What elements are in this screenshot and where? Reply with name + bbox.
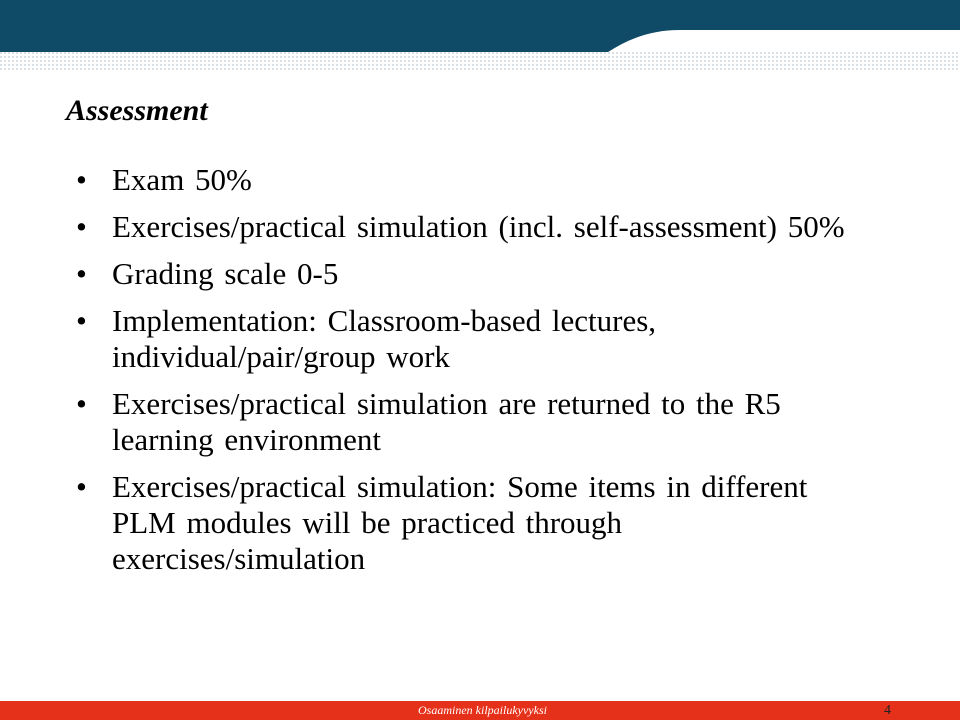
bullet-list (72, 162, 872, 588)
bullet-text: Exercises/practical simulation: Some items in different PLM modules will be practiced through exercises/simulation (112, 469, 808, 576)
bullet-text: Exam 50% (112, 162, 252, 197)
header-band (0, 0, 960, 72)
bullet-item (72, 209, 872, 245)
bullet-item (72, 303, 872, 375)
header-dot-texture (0, 52, 960, 72)
bullet-item (72, 469, 872, 577)
slide-title: Assessment (66, 94, 208, 127)
bullet-dot-icon: • (76, 162, 87, 197)
bullet-dot-icon: • (76, 303, 87, 338)
header-blue-band (0, 0, 960, 52)
bullet-item (72, 162, 872, 198)
footer-tagline: Osaaminen kilpailukyvyksi (418, 703, 547, 717)
bullet-dot-icon: • (76, 469, 87, 504)
bullet-text: Exercises/practical simulation (incl. self-assessment) 50% (112, 209, 845, 244)
bullet-item (72, 386, 872, 458)
bullet-text: Implementation: Classroom-based lectures, individual/pair/group work (112, 303, 657, 374)
bullet-dot-icon: • (76, 386, 87, 421)
bullet-dot-icon: • (76, 209, 87, 244)
bullet-dot-icon: • (76, 256, 87, 291)
bullet-text: Exercises/practical simulation are returned to the R5 learning environment (112, 386, 781, 457)
bullet-text: Grading scale 0-5 (112, 256, 339, 291)
page-number: 4 (884, 703, 891, 718)
bullet-item (72, 256, 872, 292)
